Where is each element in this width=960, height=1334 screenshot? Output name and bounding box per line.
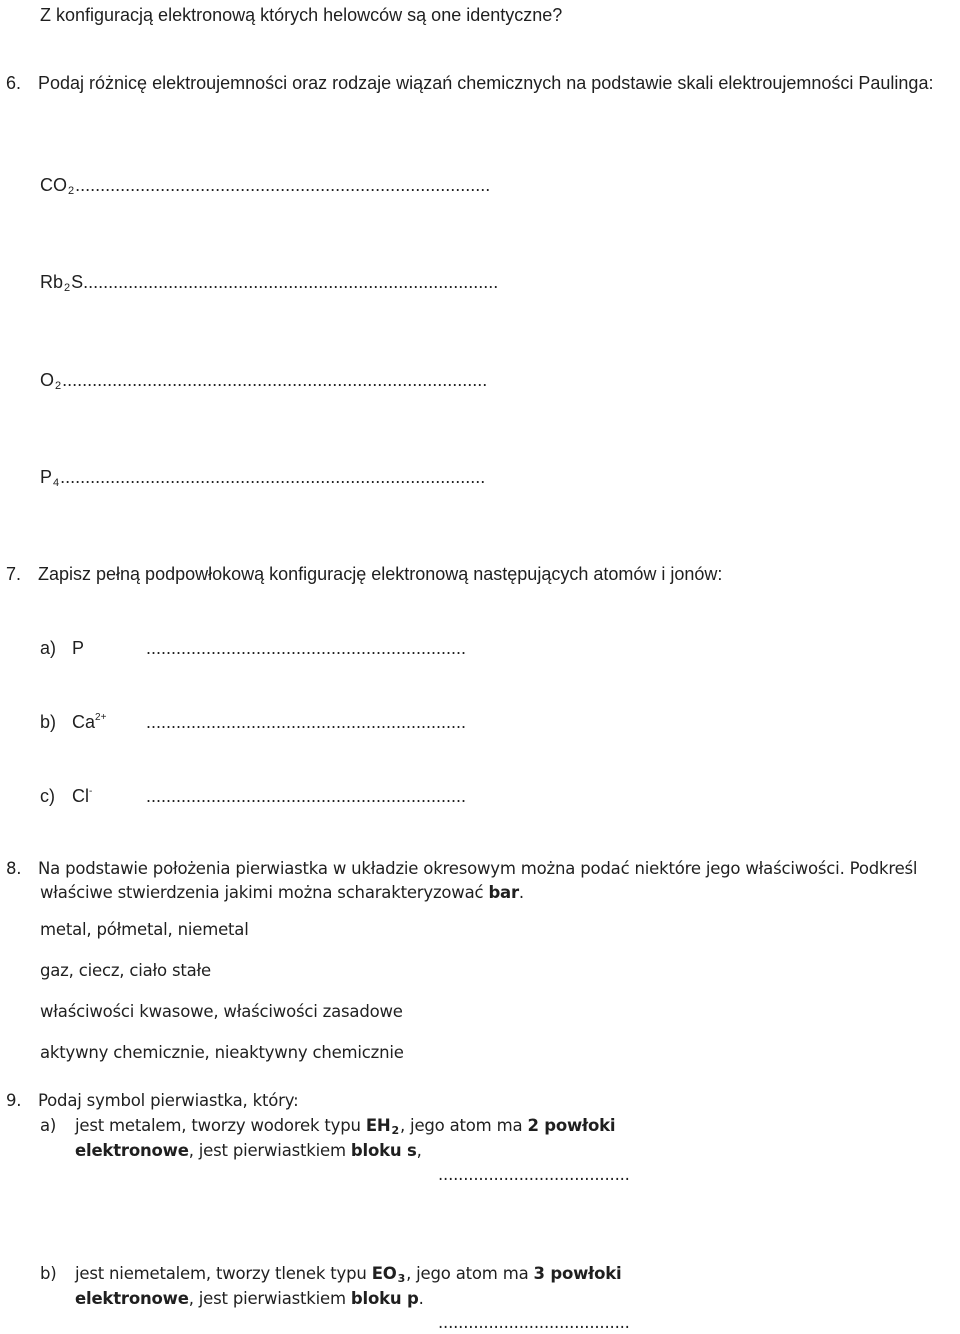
question-8-line1: Na podstawie położenia pierwiastka w układzie okresowym można podać niektóre jego właściwości. Podkreśl [38, 859, 918, 878]
answer-dots: ................................................................ [146, 712, 467, 732]
bold-word: elektronowe [75, 1289, 189, 1308]
q8-option-4[interactable]: aktywny chemicznie, nieaktywny chemicznie [40, 1043, 404, 1062]
item-text: , jego atom ma [406, 1264, 529, 1283]
answer-dots: ................................................................................... [83, 272, 499, 292]
q8-option-1[interactable]: metal, półmetal, niemetal [40, 920, 249, 939]
q7-item-c[interactable] [40, 785, 466, 807]
answer-dots: ..................................................................................... [60, 467, 486, 487]
element-symbol: Ca [72, 712, 96, 732]
item-letter: b) [40, 1264, 57, 1283]
q6-item-p4[interactable] [40, 466, 485, 488]
question-8-line2 [40, 882, 524, 904]
bold-word: elektronowe [75, 1141, 189, 1160]
q7-item-a[interactable] [40, 637, 466, 659]
punct: , [416, 1141, 422, 1160]
block-bold: bloku p [350, 1289, 419, 1308]
item-text: jest metalem, tworzy wodorek typu [75, 1116, 361, 1135]
header-question: Z konfiguracją elektronową których helowców są one identyczne? [40, 5, 563, 25]
q7-item-b[interactable] [40, 711, 466, 733]
answer-dots: ................................................................................... [75, 175, 491, 195]
item-text: , jest pierwiastkiem [188, 1141, 346, 1160]
ion-charge: 2+ [95, 712, 107, 723]
formula-base: P [40, 467, 53, 487]
question-9 [6, 1090, 298, 1112]
formula-tail: S [71, 272, 84, 292]
item-text: , jest pierwiastkiem [188, 1289, 346, 1308]
question-7-text: Zapisz pełną podpowłokową konfigurację elektronową następujących atomów i jonów: [38, 564, 723, 584]
ion-charge: - [89, 786, 93, 797]
formula-bold: EO [371, 1264, 397, 1283]
q9-item-a-line1 [40, 1115, 615, 1137]
question-7 [6, 563, 722, 585]
q9-a-answer-dots[interactable]: ...................................... [438, 1165, 630, 1184]
punct: . [418, 1289, 424, 1308]
question-9-number: 9. [6, 1091, 22, 1110]
formula-subscript: 4 [53, 477, 60, 489]
block-bold: bloku s [350, 1141, 417, 1160]
element-name-bold: bar [488, 883, 519, 902]
q6-item-rb2s[interactable] [40, 271, 498, 293]
q9-item-b-line1 [40, 1263, 621, 1285]
q6-item-o2[interactable] [40, 369, 487, 391]
item-letter: a) [40, 638, 57, 658]
formula-subscript: 2 [64, 282, 71, 294]
element-symbol: P [72, 638, 85, 658]
formula-subscript: 2 [391, 1124, 399, 1137]
q9-item-a-line2 [75, 1140, 422, 1162]
shell-count-bold: 3 powłoki [533, 1264, 622, 1283]
item-text: , jego atom ma [399, 1116, 523, 1135]
item-letter: c) [40, 786, 55, 806]
answer-dots: ..................................................................................... [62, 370, 488, 390]
question-7-number: 7. [6, 564, 22, 584]
question-8-number: 8. [6, 859, 22, 878]
answer-dots: ................................................................ [146, 786, 467, 806]
item-letter: a) [40, 1116, 57, 1135]
question-8 [6, 858, 917, 880]
formula-subscript: 3 [397, 1272, 406, 1285]
question-9-text: Podaj symbol pierwiastka, który: [38, 1091, 299, 1110]
q9-b-answer-dots[interactable]: ...................................... [438, 1313, 630, 1332]
question-6-text: Podaj różnicę elektroujemności oraz rodzaje wiązań chemicznych na podstawie skali elektroujemności Paulinga: [38, 73, 934, 93]
formula-subscript: 2 [68, 185, 75, 197]
shell-count-bold: 2 powłoki [527, 1116, 616, 1135]
formula-base: Rb [40, 272, 64, 292]
element-symbol: Cl [72, 786, 89, 806]
q6-item-co2[interactable] [40, 174, 490, 196]
q9-item-b-line2 [75, 1288, 424, 1310]
formula-base: CO [40, 175, 67, 195]
formula-bold: EH [365, 1116, 391, 1135]
question-6-number: 6. [6, 73, 22, 93]
period: . [518, 883, 524, 902]
q8-option-2[interactable]: gaz, ciecz, ciało stałe [40, 961, 211, 980]
answer-dots: ................................................................ [146, 638, 467, 658]
formula-base: O [40, 370, 55, 390]
item-text: jest niemetalem, tworzy tlenek typu [75, 1264, 367, 1283]
item-letter: b) [40, 712, 57, 732]
formula-subscript: 2 [55, 380, 62, 392]
question-6 [6, 72, 933, 94]
question-8-line2-text: właściwe stwierdzenia jakimi można scharakteryzować [40, 883, 484, 902]
q8-option-3[interactable]: właściwości kwasowe, właściwości zasadowe [40, 1002, 403, 1021]
